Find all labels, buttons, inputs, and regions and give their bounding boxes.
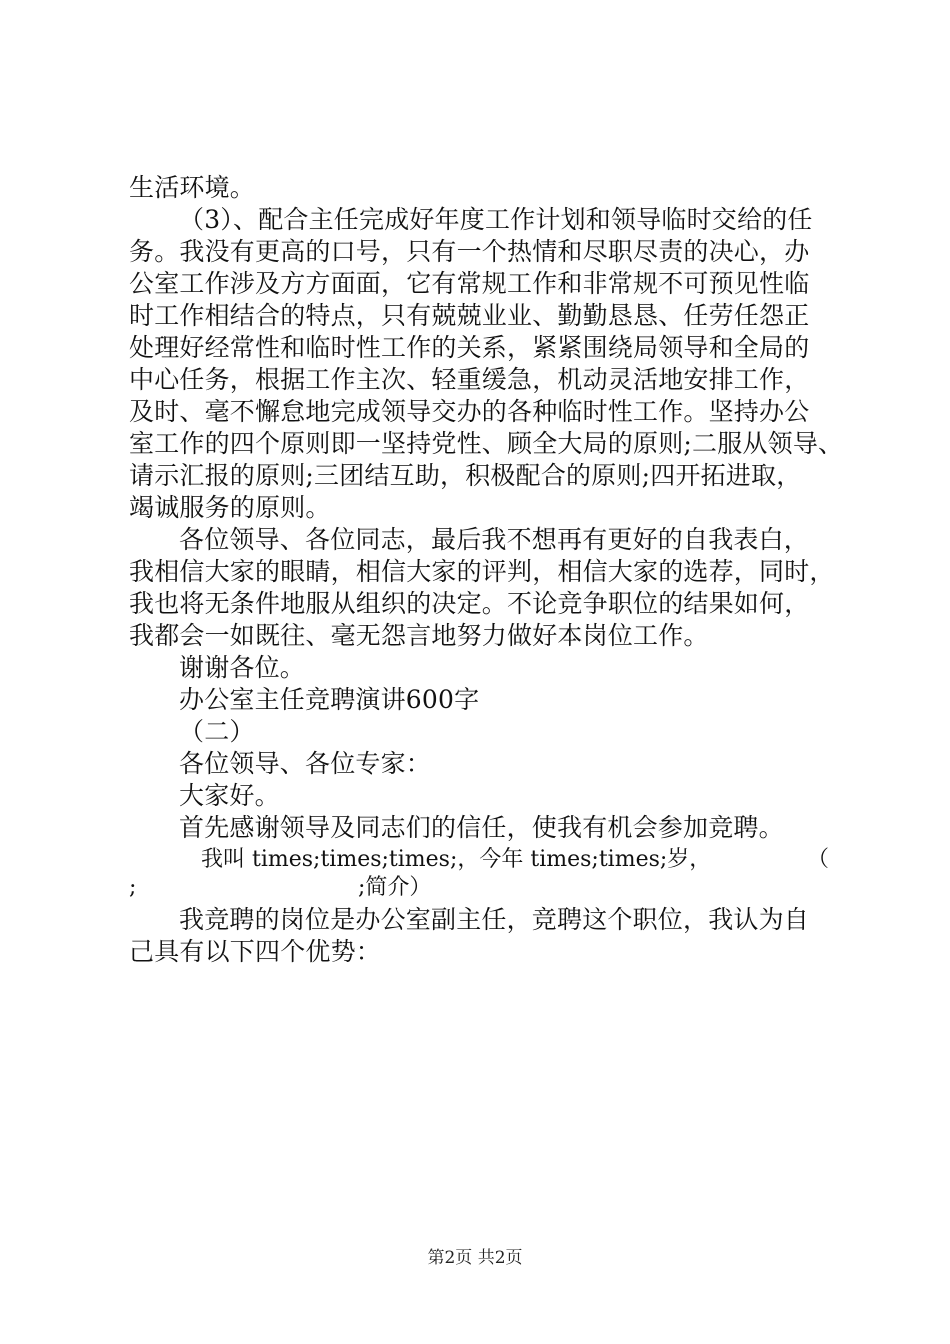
text-line: 请示汇报的原则;三团结互助，积极配合的原则;四开拓进取， xyxy=(129,461,802,490)
text-line: 我相信大家的眼睛，相信大家的评判，相信大家的选荐，同时， xyxy=(129,557,835,586)
text-line: 及时、毫不懈怠地完成领导交办的各种临时性工作。坚持办公 xyxy=(129,397,810,426)
intro-semicolon: ; xyxy=(129,875,137,900)
page-footer: 第2页 共2页 xyxy=(427,1248,523,1268)
text-line: （3）、配合主任完成好年度工作计划和领导临时交给的任 xyxy=(179,205,813,234)
intro-paren: （ xyxy=(806,847,829,872)
text-line: 谢谢各位。 xyxy=(179,653,306,682)
text-line: 生活环境。 xyxy=(129,173,256,202)
salutation: 各位领导、各位专家： xyxy=(179,749,432,778)
intro-bio-placeholder: ;简介） xyxy=(358,875,432,900)
greeting: 大家好。 xyxy=(179,781,280,810)
document-body xyxy=(129,172,844,968)
text-line: 竭诚服务的原则。 xyxy=(129,493,331,522)
text-line: 室工作的四个原则即一坚持党性、顾全大局的原则;二服从领导、 xyxy=(129,429,844,458)
intro-text: 我叫 times;times;times;，今年 times;times;岁， xyxy=(201,847,712,872)
text-line: 各位领导、各位同志，最后我不想再有更好的自我表白， xyxy=(179,525,810,554)
intro-line xyxy=(129,844,829,876)
text-line: 我都会一如既往、毫无怨言地努力做好本岗位工作。 xyxy=(129,621,709,650)
section-number: （二） xyxy=(179,717,255,746)
text-line: 我也将无条件地服从组织的决定。不论竞争职位的结果如何， xyxy=(129,589,810,618)
text-line: 时工作相结合的特点，只有兢兢业业、勤勤恳恳、任劳任怨正 xyxy=(129,301,810,330)
text-line: 处理好经常性和临时性工作的关系，紧紧围绕局领导和全局的 xyxy=(129,333,810,362)
text-line: 中心任务，根据工作主次、轻重缓急，机动灵活地安排工作， xyxy=(129,365,810,394)
text-line: 首先感谢领导及同志们的信任，使我有机会参加竞聘。 xyxy=(179,813,784,842)
text-line: 我竞聘的岗位是办公室副主任，竞聘这个职位，我认为自 xyxy=(179,905,810,934)
text-line: 务。我没有更高的口号，只有一个热情和尽职尽责的决心，办 xyxy=(129,237,810,266)
section-title: 办公室主任竞聘演讲600字 xyxy=(179,685,480,714)
text-line: 己具有以下四个优势： xyxy=(129,937,382,966)
intro-continuation xyxy=(129,876,829,904)
text-line: 公室工作涉及方方面面，它有常规工作和非常规不可预见性临 xyxy=(129,269,810,298)
